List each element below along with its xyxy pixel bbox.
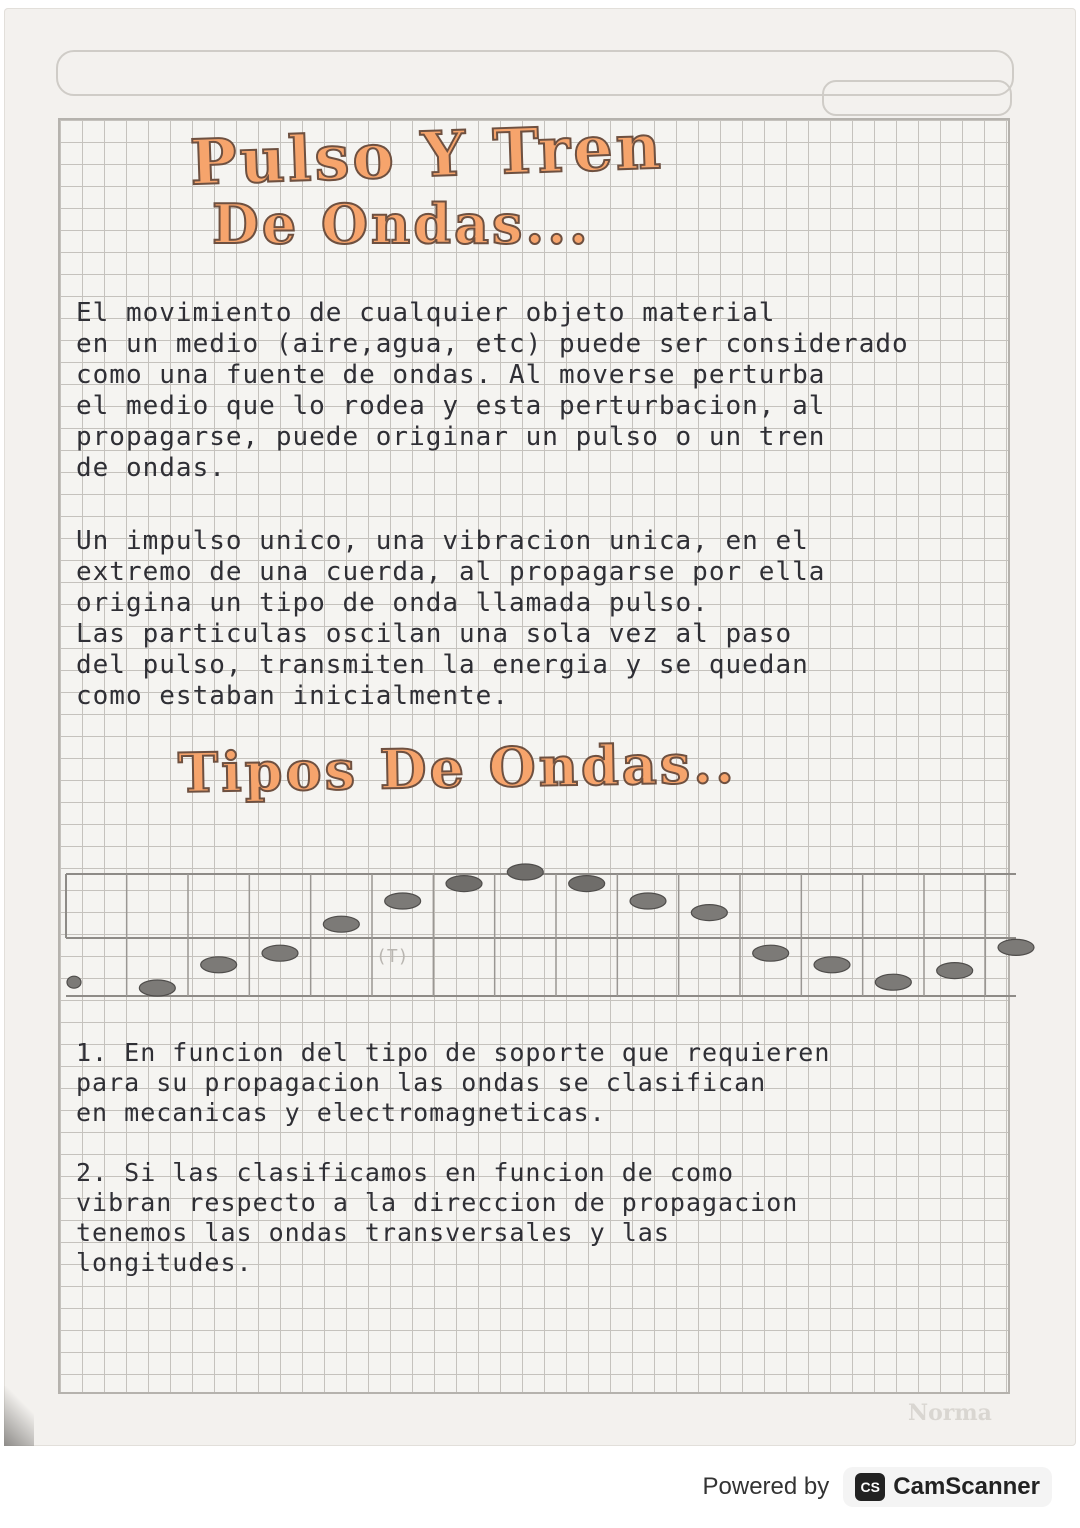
wave-particle xyxy=(569,876,605,892)
text-line: propagarse, puede originar un pulso o un tren xyxy=(76,422,826,452)
text-line: Un impulso unico, una vibracion unica, en el xyxy=(76,526,809,556)
wave-particle xyxy=(630,893,666,909)
camscanner-badge[interactable] xyxy=(843,1467,1052,1507)
wave-particle xyxy=(998,939,1034,955)
powered-by-text: Powered by xyxy=(702,1473,830,1500)
text-line: el medio que lo rodea y esta perturbacion, al xyxy=(76,391,826,421)
diagram-label: (T) xyxy=(376,946,409,967)
camscanner-logo-icon: CS xyxy=(855,1473,885,1501)
text-line: para su propagacion las ondas se clasifican xyxy=(76,1068,767,1097)
text-line: como una fuente de ondas. Al moverse perturba xyxy=(76,360,826,390)
wave-particle xyxy=(67,976,81,988)
text-line: en mecanicas y electromagneticas. xyxy=(76,1098,606,1127)
wave-particle xyxy=(385,893,421,909)
text-line: 1. En funcion del tipo de soporte que requieren xyxy=(76,1038,831,1067)
brand-watermark: Norma xyxy=(908,1400,992,1426)
wave-particle xyxy=(507,864,543,880)
camscanner-brand: CamScanner xyxy=(893,1473,1040,1500)
diagram-vertical-lines xyxy=(127,874,986,996)
wave-particle xyxy=(814,957,850,973)
text-line: tenemos las ondas transversales y las xyxy=(76,1218,670,1247)
wave-particle xyxy=(875,974,911,990)
scanner-footer xyxy=(703,1462,1052,1512)
wave-particle-diagram xyxy=(58,850,1038,1010)
text-line: del pulso, transmiten la energia y se quedan xyxy=(76,650,809,680)
list-item-1 xyxy=(76,1038,1016,1128)
wave-particle xyxy=(323,916,359,932)
diagram-particles xyxy=(67,864,1034,996)
section-title: Tipos De Ondas.. xyxy=(177,731,738,805)
text-line: vibran respecto a la direccion de propagacion xyxy=(76,1188,799,1217)
diagram-frame xyxy=(66,874,1016,996)
text-line: como estaban inicialmente. xyxy=(76,681,509,711)
text-line: El movimiento de cualquier objeto material xyxy=(76,298,776,328)
wave-particle xyxy=(262,945,298,961)
text-line: longitudes. xyxy=(76,1248,253,1277)
paragraph-pulso xyxy=(76,298,1016,484)
page-corner-shadow xyxy=(4,1386,34,1446)
wave-particle xyxy=(446,876,482,892)
text-line: extremo de una cuerda, al propagarse por ella xyxy=(76,557,826,587)
wave-particle xyxy=(753,945,789,961)
text-line: 2. Si las clasificamos en funcion de como xyxy=(76,1158,735,1187)
text-line: origina un tipo de onda llamada pulso. xyxy=(76,588,709,618)
page-title-line2: De Ondas... xyxy=(212,192,591,256)
text-line: de ondas. xyxy=(76,453,226,483)
wave-particle xyxy=(691,905,727,921)
wave-particle xyxy=(937,963,973,979)
page-title-line1: Pulso Y Tren xyxy=(188,109,665,200)
text-line: Las particulas oscilan una sola vez al paso xyxy=(76,619,793,649)
list-item-2 xyxy=(76,1158,1016,1278)
date-box xyxy=(822,80,1012,116)
text-line: en un medio (aire,agua, etc) puede ser considerado xyxy=(76,329,909,359)
wave-particle xyxy=(139,980,175,996)
wave-particle xyxy=(201,957,237,973)
paragraph-impulso xyxy=(76,526,1016,712)
